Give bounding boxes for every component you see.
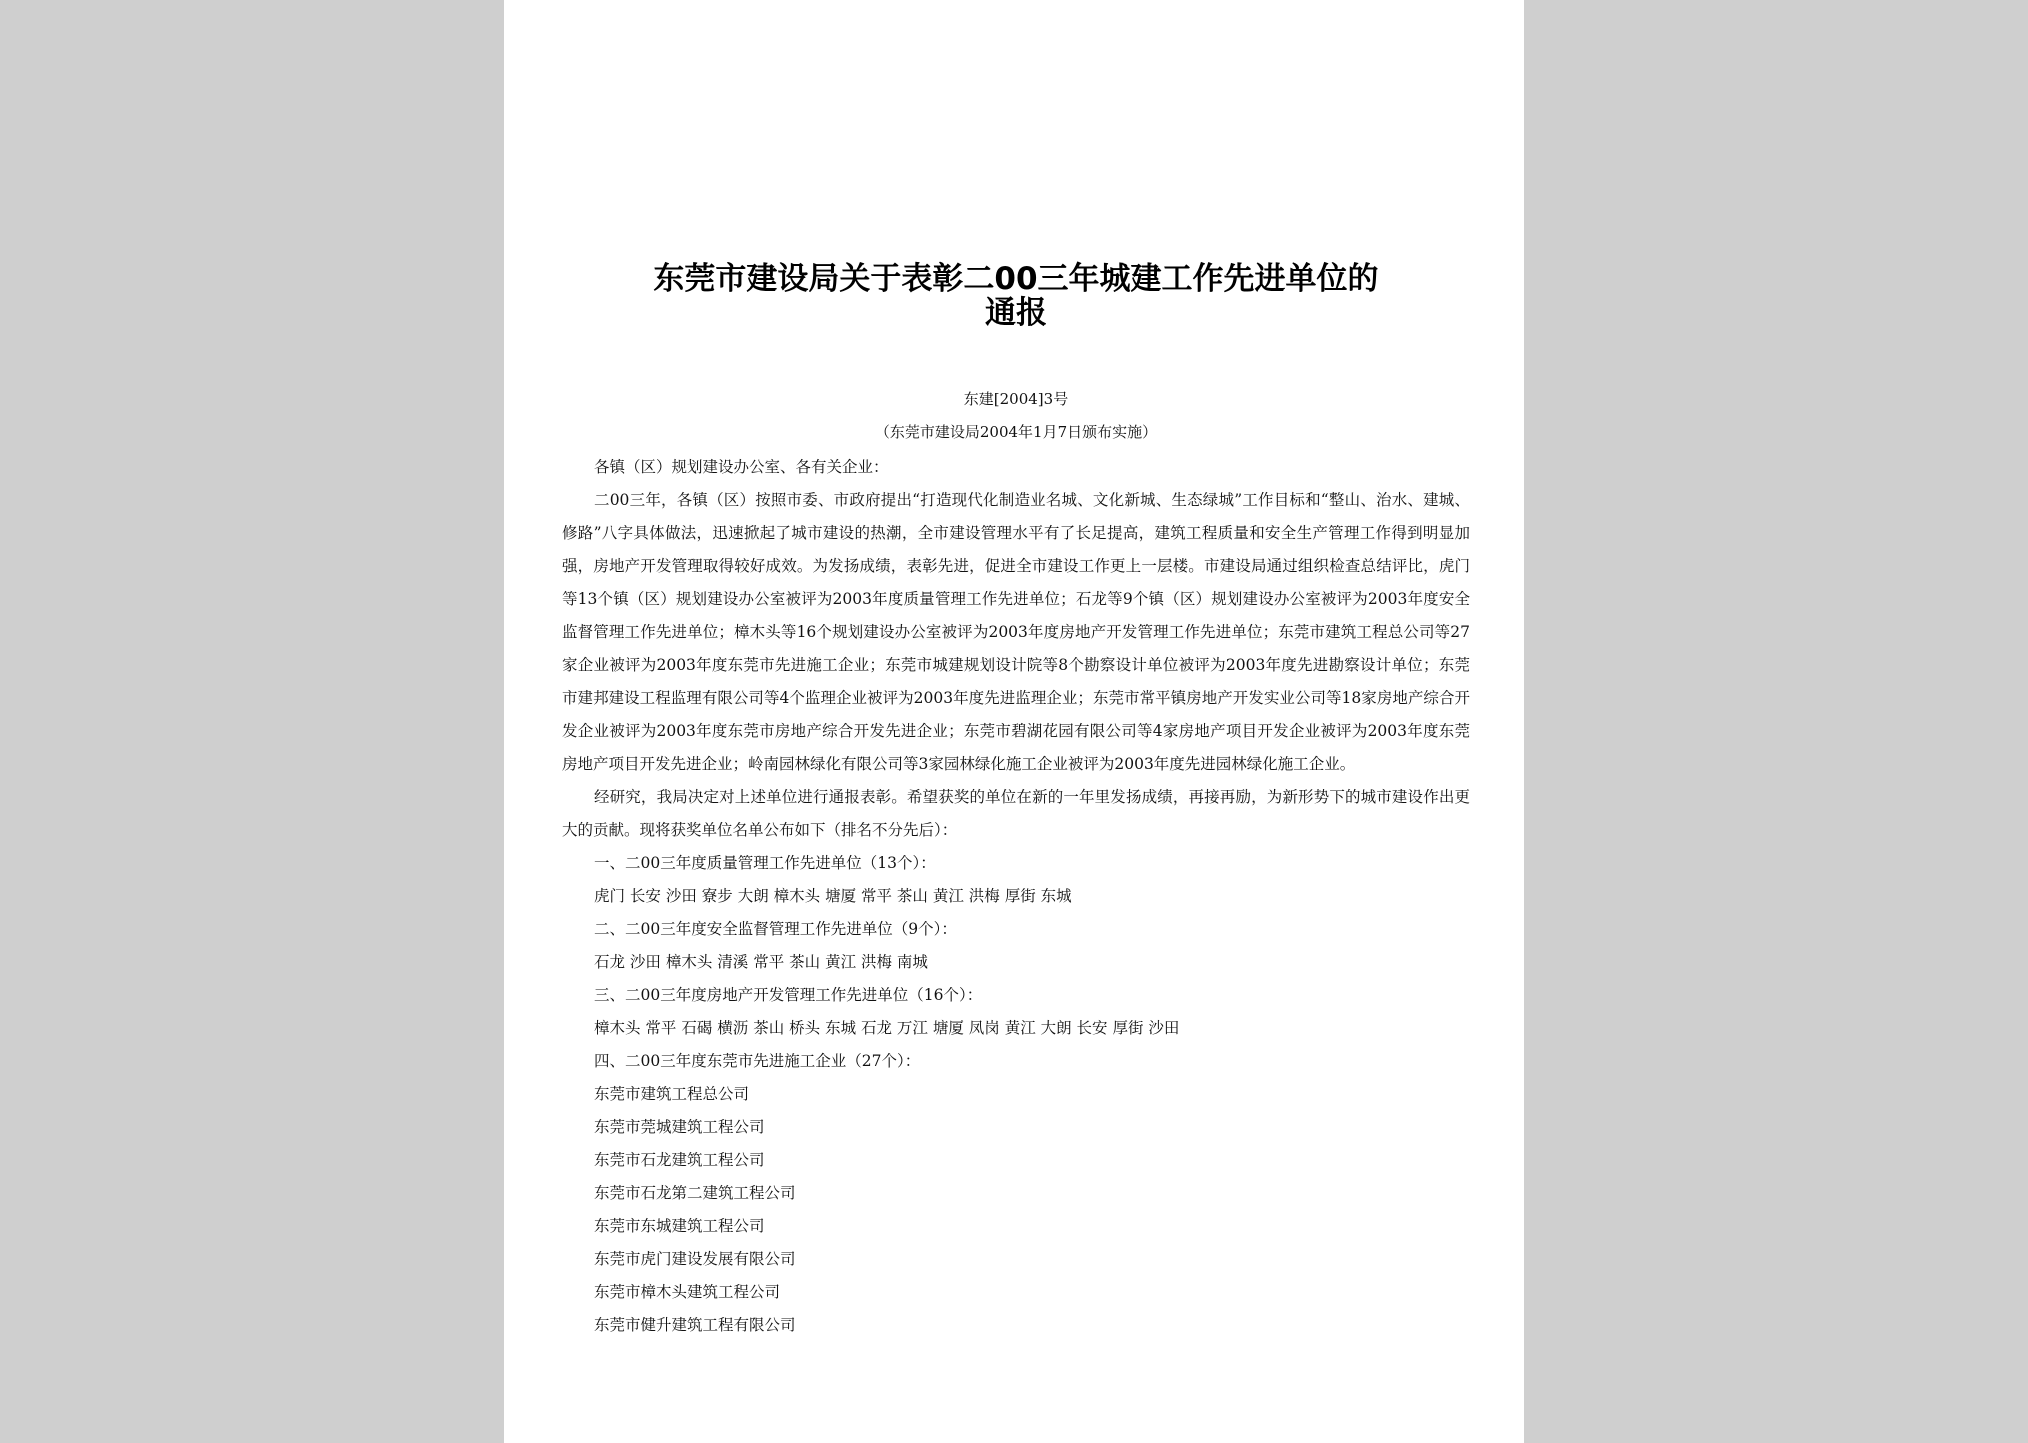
document-number: 东建[2004]3号: [963, 390, 1069, 408]
section-3-heading: 三、二00三年度房地产开发管理工作先进单位（16个）：: [594, 986, 983, 1004]
company-item: 东莞市健升建筑工程有限公司: [594, 1316, 796, 1334]
company-item: 东莞市石龙建筑工程公司: [594, 1151, 765, 1169]
company-item: 东莞市东城建筑工程公司: [594, 1217, 765, 1235]
title-line-1: 东莞市建设局关于表彰二00三年城建工作先进单位的: [653, 261, 1379, 297]
section-3-items: 樟木头 常平 石碣 横沥 茶山 桥头 东城 石龙 万江 塘厦 凤岗 黄江 大朗 长安 厚街 沙田: [594, 1019, 1180, 1037]
company-item: 东莞市石龙第二建筑工程公司: [594, 1184, 796, 1202]
section-4-heading: 四、二00三年度东莞市先进施工企业（27个）：: [594, 1052, 921, 1070]
company-item: 东莞市虎门建设发展有限公司: [594, 1250, 796, 1268]
issue-note: （东莞市建设局2004年1月7日颁布实施）: [874, 423, 1158, 441]
document-title: [562, 262, 1470, 330]
company-item: 东莞市莞城建筑工程公司: [594, 1118, 765, 1136]
section-2-heading: 二、二00三年度安全监督管理工作先进单位（9个）：: [594, 920, 957, 938]
paragraph-2: 经研究，我局决定对上述单位进行通报表彰。希望获奖的单位在新的一年里发扬成绩，再接再励，为新形势下的城市建设作出更大的贡献。现将获奖单位名单公布如下（排名不分先后）：: [562, 788, 1470, 839]
document-body: [562, 451, 1470, 1342]
company-item: 东莞市樟木头建筑工程公司: [594, 1283, 781, 1301]
section-2-items: 石龙 沙田 樟木头 清溪 常平 茶山 黄江 洪梅 南城: [594, 953, 928, 971]
section-1-heading: 一、二00三年度质量管理工作先进单位（13个）：: [594, 854, 936, 872]
company-item: 东莞市建筑工程总公司: [594, 1085, 750, 1103]
document-page: [504, 0, 1524, 1443]
section-1-items: 虎门 长安 沙田 寮步 大朗 樟木头 塘厦 常平 茶山 黄江 洪梅 厚街 东城: [594, 887, 1072, 905]
title-line-2: 通报: [985, 295, 1047, 331]
salutation: 各镇（区）规划建设办公室、各有关企业：: [594, 458, 889, 476]
paragraph-1: 二00三年，各镇（区）按照市委、市政府提出“打造现代化制造业名城、文化新城、生态绿城”工作目标和“整山、治水、建城、修路”八字具体做法，迅速掀起了城市建设的热潮，全市建设管理水平有了长足提高，建筑工程质量和安全生产管理工作得到明显加强，房地产开发管理取得较好成效。为发扬成绩，表彰先进，促进全市建设工作更上一层楼。市建设局通过组织检查总结评比，虎门等13个镇（区）规划建设办公室被评为2003年度质量管理工作先进单位；石龙等9个镇（区）规划建设办公室被评为2003年度安全监督管理工作先进单位；樟木头等16个规划建设办公室被评为2003年度房地产开发管理工作先进单位；东莞市建筑工程总公司等27家企业被评为2003年度东莞市先进施工企业；东莞市城建规划设计院等8个勘察设计单位被评为2003年度先进勘察设计单位；东莞市建邦建设工程监理有限公司等4个监理企业被评为2003年度先进监理企业；东莞市常平镇房地产开发实业公司等18家房地产综合开发企业被评为2003年度东莞市房地产综合开发先进企业；东莞市碧湖花园有限公司等4家房地产项目开发企业被评为2003年度东莞房地产项目开发先进企业；岭南园林绿化有限公司等3家园林绿化施工企业被评为2003年度先进园林绿化施工企业。: [562, 491, 1470, 773]
